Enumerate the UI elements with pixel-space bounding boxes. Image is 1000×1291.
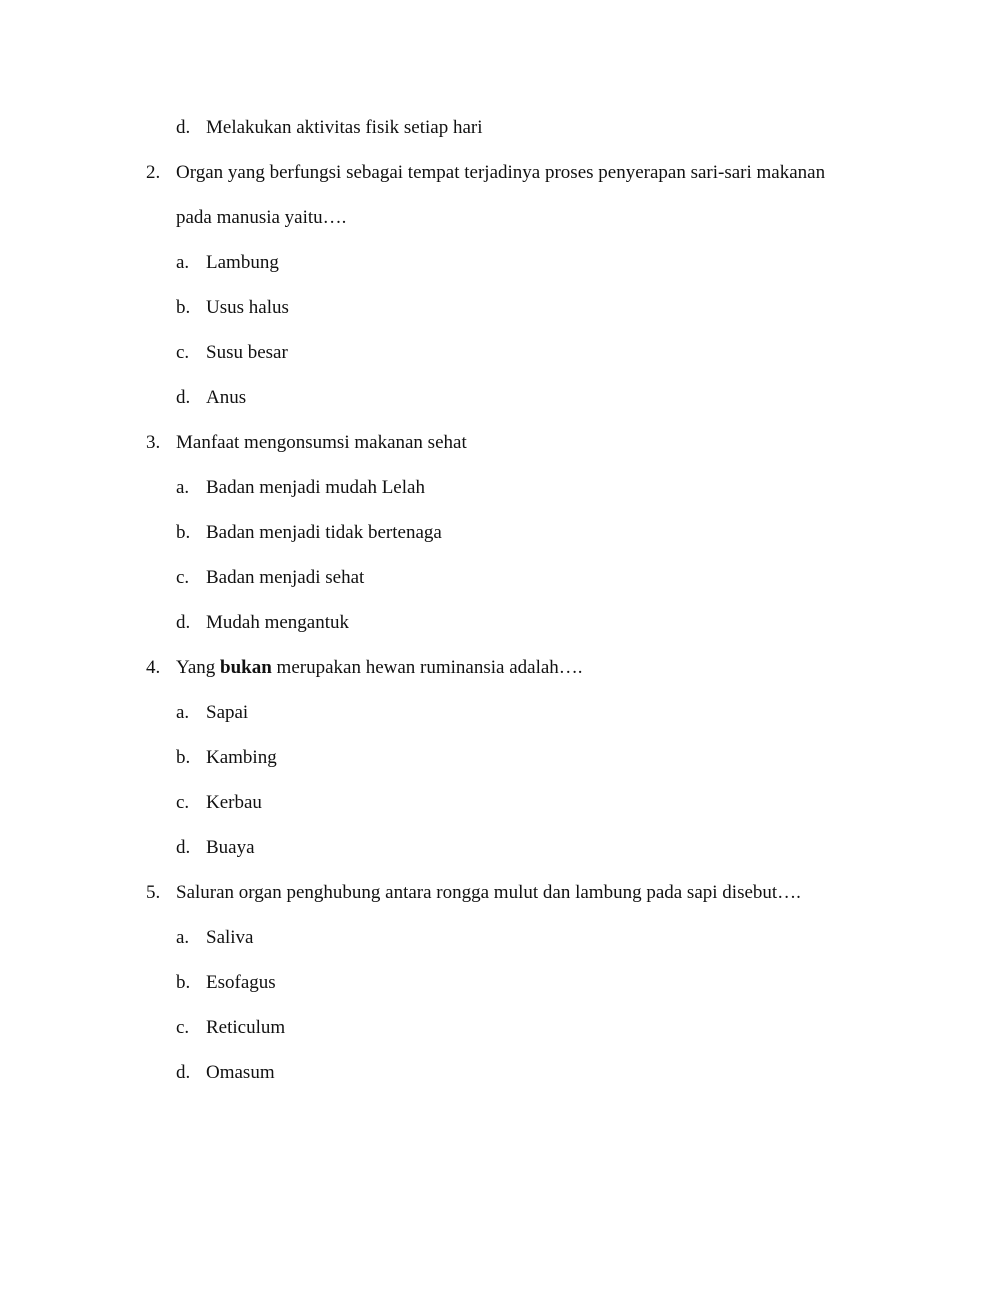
option-label: b. (176, 522, 191, 543)
option-text: Melakukan aktivitas fisik setiap hari (206, 117, 483, 138)
option-label: a. (176, 927, 190, 948)
option-label: c. (176, 567, 190, 588)
question-text: Saluran organ penghubung antara rongga mulut dan lambung pada sapi disebut…. (176, 882, 801, 903)
option-text: Badan menjadi tidak bertenaga (206, 522, 442, 543)
question-text: Manfaat mengonsumsi makanan sehat (176, 432, 467, 453)
option-text: Esofagus (206, 972, 276, 993)
option-label: d. (176, 387, 191, 408)
option-text: Mudah mengantuk (206, 612, 350, 633)
question-number: 2. (146, 162, 161, 183)
option-text: Kerbau (206, 792, 262, 813)
option-text: Sapai (206, 702, 249, 723)
option-label: c. (176, 792, 190, 813)
option-text: Omasum (206, 1062, 275, 1083)
option-label: d. (176, 837, 191, 858)
option-label: c. (176, 1017, 190, 1038)
option-label: b. (176, 972, 191, 993)
option-label: a. (176, 252, 190, 273)
option-label: d. (176, 117, 191, 138)
question-number: 5. (146, 882, 161, 903)
option-text: Saliva (206, 927, 254, 948)
question-number: 3. (146, 432, 161, 453)
option-label: d. (176, 612, 191, 633)
question-text-after: merupakan hewan ruminansia adalah…. (276, 657, 583, 678)
option-text: Kambing (206, 747, 277, 768)
option-text: Lambung (206, 252, 279, 273)
option-label: a. (176, 477, 190, 498)
option-label: c. (176, 342, 190, 363)
option-text: Anus (206, 387, 247, 408)
option-label: a. (176, 702, 190, 723)
question-text-continued: pada manusia yaitu…. (176, 207, 347, 228)
question-text-emphasis: bukan (220, 657, 272, 678)
question-text: Organ yang berfungsi sebagai tempat terjadinya proses penyerapan sari-sari makanan (176, 162, 826, 183)
question-text (176, 656, 583, 680)
option-text: Badan menjadi mudah Lelah (206, 477, 425, 498)
option-label: d. (176, 1062, 191, 1083)
option-text: Badan menjadi sehat (206, 567, 365, 588)
question-text-before: Yang (176, 657, 216, 678)
option-label: b. (176, 297, 191, 318)
option-label: b. (176, 747, 191, 768)
option-text: Usus halus (206, 297, 289, 318)
option-text: Reticulum (206, 1017, 286, 1038)
option-text: Buaya (206, 837, 255, 858)
option-text: Susu besar (206, 342, 288, 363)
question-number: 4. (146, 657, 161, 678)
